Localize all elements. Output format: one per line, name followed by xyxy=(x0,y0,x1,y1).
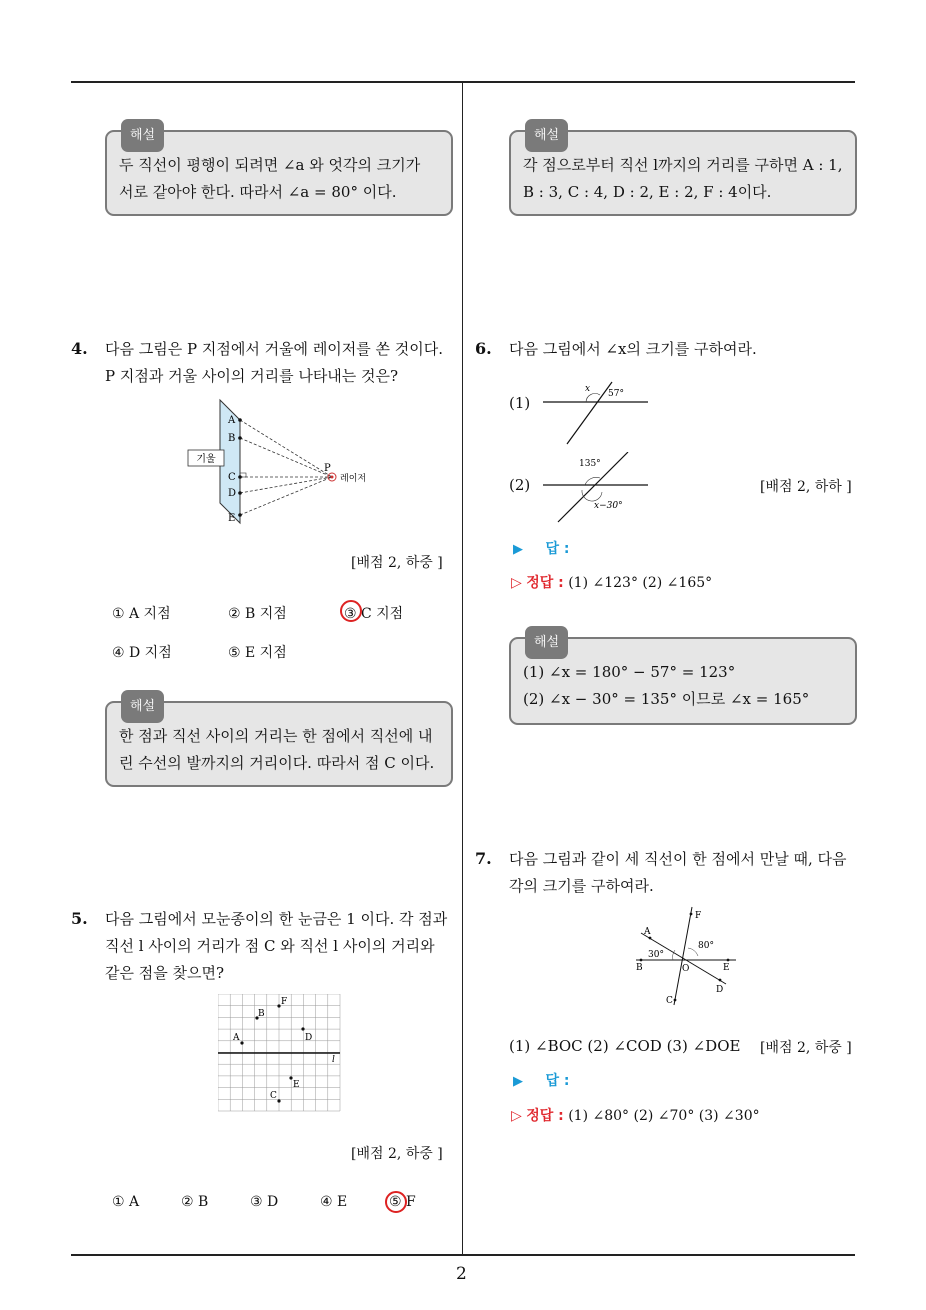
correct-label: 정답 : xyxy=(526,575,564,591)
column-divider xyxy=(462,83,463,1255)
question-line: 같은 점을 찾으면? xyxy=(105,964,225,982)
question-number: 6. xyxy=(475,339,492,358)
answer-label: 답 : xyxy=(545,541,570,557)
question-text xyxy=(105,336,455,390)
angle-figure-1 xyxy=(540,380,652,446)
option-2[interactable]: ② B 지점 xyxy=(228,606,287,622)
svg-text:80°: 80° xyxy=(698,941,714,951)
play-icon: ▶ xyxy=(513,1074,523,1089)
outline-play-icon: ▷ xyxy=(511,575,522,591)
svg-text:E: E xyxy=(228,513,236,524)
mirror-label: 기울 xyxy=(196,454,216,465)
explanation-tag: 해설 xyxy=(121,690,164,723)
svg-text:A: A xyxy=(228,415,236,426)
option-1[interactable]: ① A xyxy=(112,1194,140,1210)
question-line: 직선 l 사이의 거리가 점 C 와 직선 l 사이의 거리와 xyxy=(105,937,435,955)
svg-text:l: l xyxy=(332,1055,335,1065)
svg-text:E: E xyxy=(293,1080,300,1090)
point-d xyxy=(301,1027,304,1030)
part-label: (1) xyxy=(509,394,531,412)
explanation-tag: 해설 xyxy=(121,119,164,152)
three-lines-figure xyxy=(628,905,740,1007)
play-icon: ▶ xyxy=(513,542,523,557)
svg-text:A: A xyxy=(233,1033,240,1043)
svg-text:B: B xyxy=(636,963,643,973)
option-1[interactable]: ① A 지점 xyxy=(112,606,171,622)
question-text xyxy=(105,906,455,987)
explanation-line: (1) ∠x = 180° − 57° = 123° xyxy=(523,663,736,681)
point-e xyxy=(238,513,242,517)
top-rule xyxy=(71,81,855,83)
option-3[interactable]: ③ D xyxy=(250,1194,279,1210)
explanation-line: 두 직선이 평행이 되려면 ∠a 와 엇각의 크기가 xyxy=(119,156,421,174)
svg-text:B: B xyxy=(258,1009,265,1019)
svg-text:x: x xyxy=(585,384,591,394)
answer-circle-mark xyxy=(340,600,362,622)
angle-figure-2 xyxy=(540,452,652,524)
score-label: [배점 2, 하중 ] xyxy=(760,1040,852,1056)
svg-text:D: D xyxy=(228,488,237,499)
option-5[interactable]: ⑤ F xyxy=(389,1194,416,1210)
option-4[interactable]: ④ D 지점 xyxy=(112,645,172,661)
answer-label: 답 : xyxy=(545,1073,570,1089)
mirror-laser-figure xyxy=(185,395,385,530)
svg-text:B: B xyxy=(228,433,236,444)
option-2[interactable]: ② B xyxy=(181,1194,209,1210)
explanation-line: B : 3, C : 4, D : 2, E : 2, F : 4이다. xyxy=(523,183,772,201)
option-5[interactable]: ⑤ E 지점 xyxy=(228,645,287,661)
svg-text:레이저: 레이저 xyxy=(340,474,367,484)
question-number: 7. xyxy=(475,849,492,868)
outline-play-icon: ▷ xyxy=(511,1108,522,1124)
explanation-line: 한 점과 직선 사이의 거리는 한 점에서 직선에 내 xyxy=(119,727,433,745)
svg-text:C: C xyxy=(666,996,673,1006)
svg-text:C: C xyxy=(228,472,236,483)
correct-label: 정답 : xyxy=(526,1108,564,1124)
score-label: [배점 2, 하하 ] xyxy=(760,479,852,495)
explanation-box xyxy=(105,130,453,216)
correct-answer-row xyxy=(511,1105,760,1125)
question-number: 4. xyxy=(71,339,88,358)
explanation-line: (2) ∠x − 30° = 135° 이므로 ∠x = 165° xyxy=(523,690,810,708)
explanation-line: 린 수선의 발까지의 거리이다. 따라서 점 C 이다. xyxy=(119,754,435,772)
question-items: (1) ∠BOC (2) ∠COD (3) ∠DOE xyxy=(509,1037,741,1055)
answer-row xyxy=(513,538,569,558)
option-4[interactable]: ④ E xyxy=(320,1194,348,1210)
svg-text:O: O xyxy=(682,964,690,974)
answer-circle-mark xyxy=(385,1191,407,1213)
point-a xyxy=(240,1041,243,1044)
svg-text:F: F xyxy=(281,997,288,1007)
explanation-box xyxy=(105,701,453,787)
point-c xyxy=(238,475,242,479)
part-label: (2) xyxy=(509,476,531,494)
grid-figure xyxy=(218,994,342,1112)
question-number: 5. xyxy=(71,909,88,928)
question-line: 다음 그림과 같이 세 직선이 한 점에서 만날 때, 다음 xyxy=(509,850,847,868)
svg-text:D: D xyxy=(716,985,724,995)
point-d xyxy=(238,491,242,495)
answer-row xyxy=(513,1070,569,1090)
explanation-line: 각 점으로부터 직선 l까지의 거리를 구하면 A : 1, xyxy=(523,156,843,174)
svg-text:30°: 30° xyxy=(648,950,664,960)
point-a xyxy=(238,418,242,422)
question-line: 다음 그림은 P 지점에서 거울에 레이저를 쏜 것이다. xyxy=(105,340,444,358)
svg-text:C: C xyxy=(270,1091,277,1101)
explanation-box xyxy=(509,130,857,216)
correct-answer-row xyxy=(511,572,712,592)
svg-text:A: A xyxy=(644,927,651,937)
score-label: [배점 2, 하중 ] xyxy=(351,1146,443,1162)
explanation-line: 서로 같아야 한다. 따라서 ∠a = 80° 이다. xyxy=(119,183,397,201)
correct-answer: (1) ∠123° (2) ∠165° xyxy=(568,575,713,591)
bottom-rule xyxy=(71,1254,855,1256)
point-c xyxy=(277,1099,280,1102)
question-line: 다음 그림에서 모눈종이의 한 눈금은 1 이다. 각 점과 xyxy=(105,910,448,928)
svg-text:P: P xyxy=(324,463,331,474)
svg-text:E: E xyxy=(723,963,730,973)
page-number: 2 xyxy=(456,1264,467,1284)
explanation-tag: 해설 xyxy=(525,119,568,152)
question-text: 다음 그림에서 ∠x의 크기를 구하여라. xyxy=(509,340,757,358)
svg-text:x−30°: x−30° xyxy=(594,501,623,511)
explanation-tag: 해설 xyxy=(525,626,568,659)
svg-text:F: F xyxy=(695,911,702,921)
point-b xyxy=(238,436,242,440)
svg-text:D: D xyxy=(305,1033,313,1043)
question-line: P 지점과 거울 사이의 거리를 나타내는 것은? xyxy=(105,367,399,385)
explanation-box xyxy=(509,637,857,725)
score-label: [배점 2, 하중 ] xyxy=(351,555,443,571)
correct-answer: (1) ∠80° (2) ∠70° (3) ∠30° xyxy=(568,1108,760,1124)
question-line: 각의 크기를 구하여라. xyxy=(509,877,654,895)
question-text xyxy=(509,846,859,900)
svg-text:57°: 57° xyxy=(608,389,624,399)
option-3[interactable]: ③ C 지점 xyxy=(344,606,404,622)
svg-text:135°: 135° xyxy=(579,459,601,469)
